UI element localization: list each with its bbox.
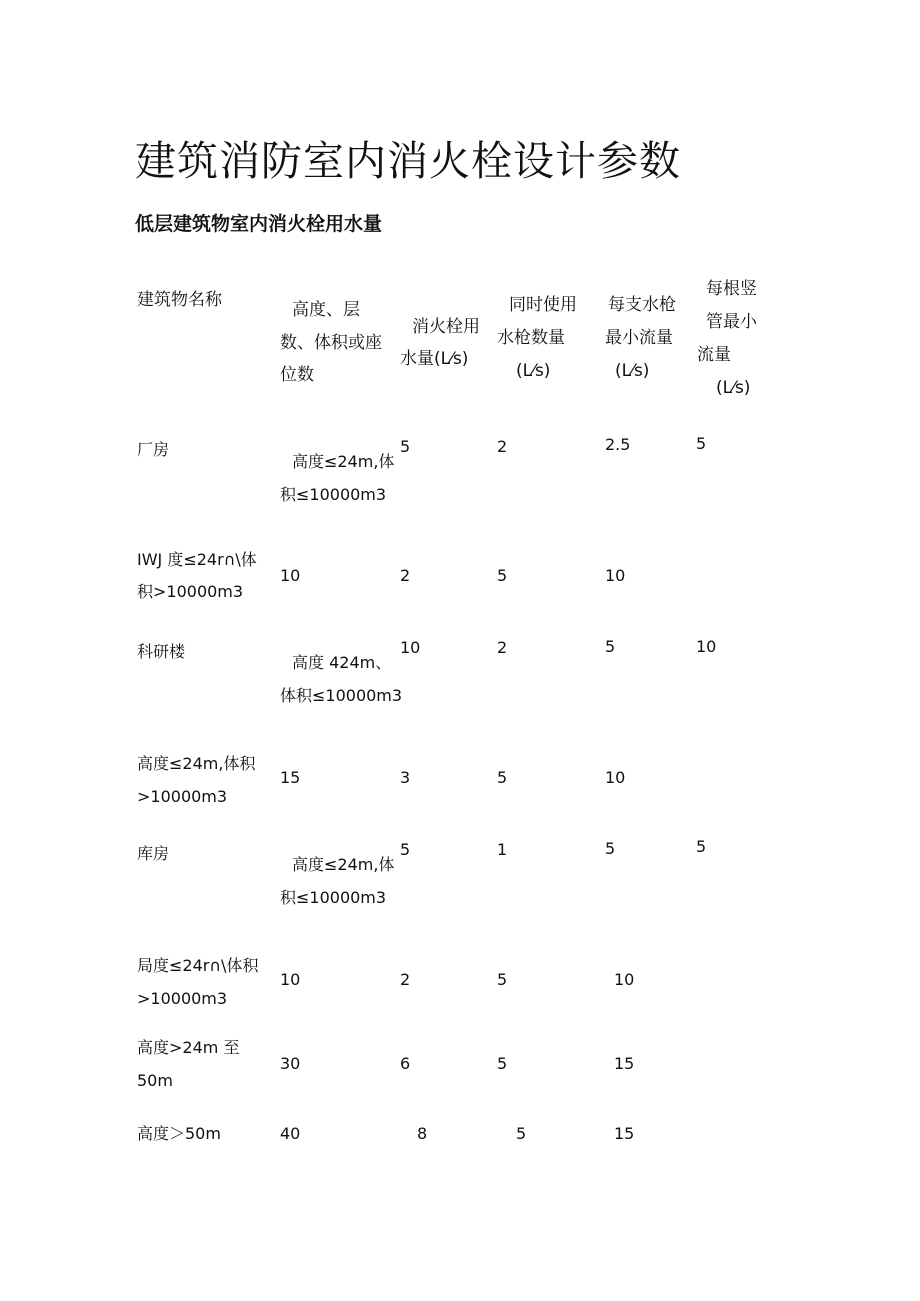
cell-hydrant-water: 10 [400,638,421,657]
header-building-name: 建筑物名称 [137,290,222,310]
cell-guns-count: 6 [400,1054,411,1073]
cell-hydrant-water: 5 [400,840,411,859]
cell-min-flow-gun: 5 [497,970,508,989]
cell-min-flow-riser: 5 [696,837,707,856]
header-min-flow-per-gun-line-1: 每支水枪 [608,295,676,315]
cell-guns-count: 2 [400,970,411,989]
cell-guns-count: 8 [417,1124,428,1143]
header-min-flow-per-riser-line-4: (L⁄s) [716,378,751,398]
cell-building: 厂房 [137,440,170,459]
cell-min-flow-gun: 5 [497,566,508,585]
cell-building: 高度＞50m [137,1124,221,1143]
header-simultaneous-guns-line-2: 水枪数量 [497,328,565,348]
cell-building: >10000m3 [137,989,228,1008]
cell-building: 积>10000m3 [137,582,244,601]
header-min-flow-per-riser-line-1: 每根竖 [706,279,757,299]
header-height-floors-line-3: 位数 [280,365,314,385]
cell-height-volume: 高度 424m、 [292,653,392,672]
cell-building: IWJ 度≤24r∩\体 [137,550,257,569]
cell-guns-count: 1 [497,840,508,859]
cell-hydrant-water: 15 [280,768,301,787]
cell-building: 高度>24m 至 [137,1038,240,1057]
cell-building: 科研楼 [137,642,186,661]
section-subtitle: 低层建筑物室内消火栓用水量 [135,213,383,235]
cell-building: 局度≤24r∩\体积 [137,956,259,975]
cell-building: 高度≤24m,体积 [137,754,256,773]
cell-min-flow-gun: 2.5 [605,435,631,454]
cell-guns-count: 3 [400,768,411,787]
header-min-flow-per-gun-line-3: (L⁄s) [615,361,650,381]
header-hydrant-water-line-2: 水量(L⁄s) [400,349,469,369]
cell-min-flow-riser: 15 [614,1054,635,1073]
page-title: 建筑消防室内消火栓设计参数 [135,137,681,185]
cell-hydrant-water: 5 [400,437,411,456]
cell-min-flow-riser: 10 [696,637,717,656]
cell-min-flow-riser: 10 [605,566,626,585]
cell-building: >10000m3 [137,787,228,806]
cell-hydrant-water: 30 [280,1054,301,1073]
cell-min-flow-gun: 5 [605,839,616,858]
header-height-floors-line-1: 高度、层 [292,300,360,320]
cell-hydrant-water: 10 [280,970,301,989]
cell-building: 库房 [137,844,170,863]
header-min-flow-per-riser-line-2: 管最小 [706,312,757,332]
cell-min-flow-gun: 5 [497,768,508,787]
header-min-flow-per-riser-line-3: 流量 [697,345,731,365]
header-simultaneous-guns-line-1: 同时使用 [509,295,577,315]
cell-min-flow-riser: 10 [614,970,635,989]
cell-guns-count: 2 [497,437,508,456]
header-simultaneous-guns-line-3: (L⁄s) [516,361,551,381]
cell-hydrant-water: 10 [280,566,301,585]
cell-min-flow-gun: 5 [516,1124,527,1143]
header-min-flow-per-gun-line-2: 最小流量 [605,328,673,348]
cell-min-flow-gun: 5 [605,637,616,656]
cell-height-volume: 积≤10000m3 [280,888,387,907]
cell-height-volume: 积≤10000m3 [280,485,387,504]
cell-height-volume: 体积≤10000m3 [280,686,403,705]
cell-height-volume: 高度≤24m,体 [292,452,395,471]
cell-min-flow-riser: 15 [614,1124,635,1143]
cell-height-volume: 高度≤24m,体 [292,855,395,874]
cell-guns-count: 2 [497,638,508,657]
header-hydrant-water-line-1: 消火栓用 [412,317,480,337]
header-height-floors-line-2: 数、体积或座 [280,333,382,353]
cell-min-flow-gun: 5 [497,1054,508,1073]
cell-guns-count: 2 [400,566,411,585]
cell-min-flow-riser: 5 [696,434,707,453]
cell-building: 50m [137,1071,173,1090]
cell-hydrant-water: 40 [280,1124,301,1143]
cell-min-flow-riser: 10 [605,768,626,787]
